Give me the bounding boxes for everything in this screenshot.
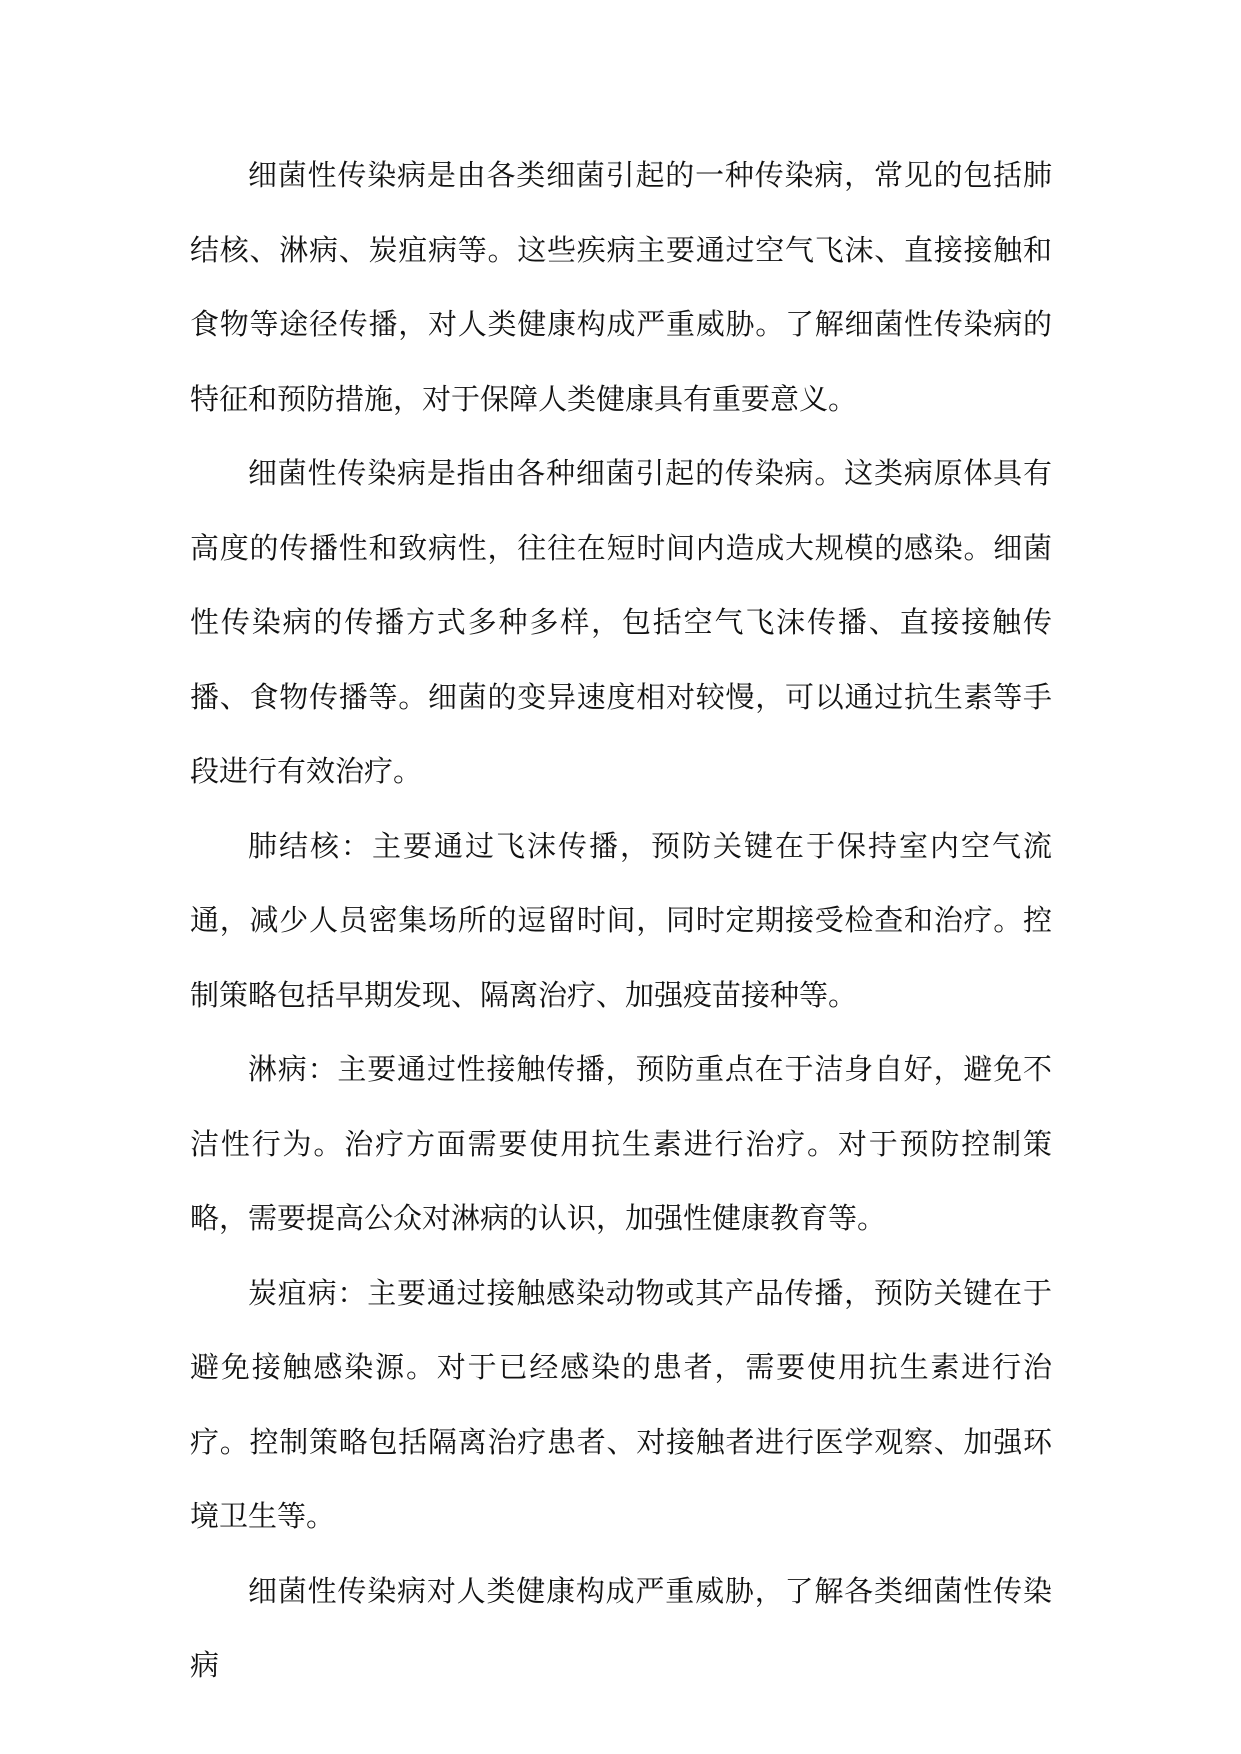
paragraph-intro: 细菌性传染病是由各类细菌引起的一种传染病，常见的包括肺结核、淋病、炭疽病等。这些疾病主要通过空气飞沫、直接接触和食物等途径传播，对人类健康构成严重威胁。了解细菌性传染病的特征和预防措施，对于保障人类健康具有重要意义。 xyxy=(190,158,1052,416)
paragraph-conclusion: 细菌性传染病对人类健康构成严重威胁，了解各类细菌性传染病 xyxy=(190,1573,1052,1682)
document-page xyxy=(190,138,1052,1703)
paragraph-definition: 细菌性传染病是指由各种细菌引起的传染病。这类病原体具有高度的传播性和致病性，往往在短时间内造成大规模的感染。细菌性传染病的传播方式多种多样，包括空气飞沫传播、直接接触传播、食物传播等。细菌的变异速度相对较慢，可以通过抗生素等手段进行有效治疗。 xyxy=(190,456,1052,788)
paragraph-tuberculosis: 肺结核：主要通过飞沫传播，预防关键在于保持室内空气流通，减少人员密集场所的逗留时间，同时定期接受检查和治疗。控制策略包括早期发现、隔离治疗、加强疫苗接种等。 xyxy=(190,828,1052,1012)
paragraph-gonorrhea: 淋病：主要通过性接触传播，预防重点在于洁身自好，避免不洁性行为。治疗方面需要使用抗生素进行治疗。对于预防控制策略，需要提高公众对淋病的认识，加强性健康教育等。 xyxy=(190,1052,1052,1235)
paragraph-anthrax: 炭疽病：主要通过接触感染动物或其产品传播，预防关键在于避免接触感染源。对于已经感染的患者，需要使用抗生素进行治疗。控制策略包括隔离治疗患者、对接触者进行医学观察、加强环境卫生等。 xyxy=(190,1275,1052,1533)
